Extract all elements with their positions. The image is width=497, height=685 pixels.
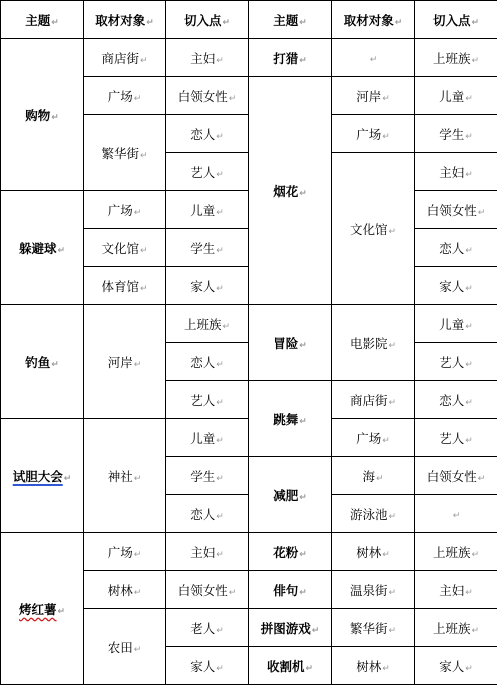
header-topic-right: 主题↵ — [249, 1, 332, 39]
topic-cell: 试胆大会↵ — [1, 419, 84, 533]
angle-cell: 家人↵ — [166, 267, 249, 305]
header-angle-right: 切入点↵ — [415, 1, 497, 39]
angle-cell: 家人↵ — [415, 647, 497, 685]
angle-cell: 白领女性↵ — [166, 571, 249, 609]
subject-cell: 繁华街↵ — [84, 115, 166, 191]
angle-cell: 上班族↵ — [415, 533, 497, 571]
angle-cell: 儿童↵ — [166, 191, 249, 229]
angle-cell: 艺人↵ — [415, 343, 497, 381]
angle-cell: 上班族↵ — [415, 39, 497, 77]
topic-cell: 购物↵ — [1, 39, 84, 191]
angle-cell: 恋人↵ — [415, 381, 497, 419]
angle-cell: 家人↵ — [415, 267, 497, 305]
subject-cell: 河岸↵ — [84, 305, 166, 419]
topic-cell: 打猎↵ — [249, 39, 332, 77]
angle-cell: 白领女性↵ — [166, 77, 249, 115]
topic-cell: 躲避球↵ — [1, 191, 84, 305]
subject-cell: 树林↵ — [332, 533, 415, 571]
header-subject-left: 取材对象↵ — [84, 1, 166, 39]
subject-cell: 海↵ — [332, 457, 415, 495]
angle-cell: 恋人↵ — [166, 495, 249, 533]
subject-cell: 文化馆↵ — [332, 153, 415, 305]
angle-cell: 白领女性↵ — [415, 191, 497, 229]
subject-cell: 河岸↵ — [332, 77, 415, 115]
topic-cell: 拼图游戏↵ — [249, 609, 332, 647]
header-angle-left: 切入点↵ — [166, 1, 249, 39]
angle-cell: 儿童↵ — [415, 305, 497, 343]
angle-cell: 恋人↵ — [166, 343, 249, 381]
topic-cell: 花粉↵ — [249, 533, 332, 571]
table-row — [1, 533, 497, 571]
subject-cell: 商店街↵ — [332, 381, 415, 419]
subject-cell: 广场↵ — [332, 419, 415, 457]
angle-cell: 上班族↵ — [166, 305, 249, 343]
angle-cell: 主妇↵ — [415, 571, 497, 609]
topic-cell: 冒险↵ — [249, 305, 332, 381]
subject-cell: 繁华街↵ — [332, 609, 415, 647]
subject-cell: 文化馆↵ — [84, 229, 166, 267]
subject-cell: 体育馆↵ — [84, 267, 166, 305]
angle-cell: 上班族↵ — [415, 609, 497, 647]
angle-cell: 主妇↵ — [415, 153, 497, 191]
angle-cell: 儿童↵ — [415, 77, 497, 115]
angle-cell: ↵ — [415, 495, 497, 533]
angle-cell: 主妇↵ — [166, 533, 249, 571]
angle-cell: 学生↵ — [415, 115, 497, 153]
topic-cell: 减肥↵ — [249, 457, 332, 533]
subject-cell: 神社↵ — [84, 419, 166, 533]
topic-cell: 跳舞↵ — [249, 381, 332, 457]
subject-cell: 广场↵ — [84, 77, 166, 115]
subject-cell: 广场↵ — [332, 115, 415, 153]
topic-cell: 钓鱼↵ — [1, 305, 84, 419]
subject-cell: 广场↵ — [84, 191, 166, 229]
header-topic-left: 主题↵ — [1, 1, 84, 39]
angle-cell: 主妇↵ — [166, 39, 249, 77]
angle-cell: 艺人↵ — [166, 381, 249, 419]
subject-cell: 电影院↵ — [332, 305, 415, 381]
topic-cell: 烟花↵ — [249, 77, 332, 305]
angle-cell: 学生↵ — [166, 457, 249, 495]
topic-cell: 俳句↵ — [249, 571, 332, 609]
header-subject-right: 取材对象↵ — [332, 1, 415, 39]
topic-cell: 烤红薯↵ — [1, 533, 84, 685]
subject-cell: 树林↵ — [332, 647, 415, 685]
angle-cell: 老人↵ — [166, 609, 249, 647]
subject-cell: 树林↵ — [84, 571, 166, 609]
table-header-row — [1, 1, 497, 39]
angle-cell: 艺人↵ — [415, 419, 497, 457]
angle-cell: 学生↵ — [166, 229, 249, 267]
subject-cell: 广场↵ — [84, 533, 166, 571]
table-row — [1, 305, 497, 343]
table-row — [1, 39, 497, 77]
angle-cell: 家人↵ — [166, 647, 249, 685]
subject-cell: ↵ — [332, 39, 415, 77]
angle-cell: 恋人↵ — [166, 115, 249, 153]
subject-cell: 温泉街↵ — [332, 571, 415, 609]
angle-cell: 白领女性↵ — [415, 457, 497, 495]
subject-cell: 游泳池↵ — [332, 495, 415, 533]
subject-cell: 农田↵ — [84, 609, 166, 685]
angle-cell: 艺人↵ — [166, 153, 249, 191]
topic-cell: 收割机↵ — [249, 647, 332, 685]
angle-cell: 恋人↵ — [415, 229, 497, 267]
subject-cell: 商店街↵ — [84, 39, 166, 77]
angle-cell: 儿童↵ — [166, 419, 249, 457]
